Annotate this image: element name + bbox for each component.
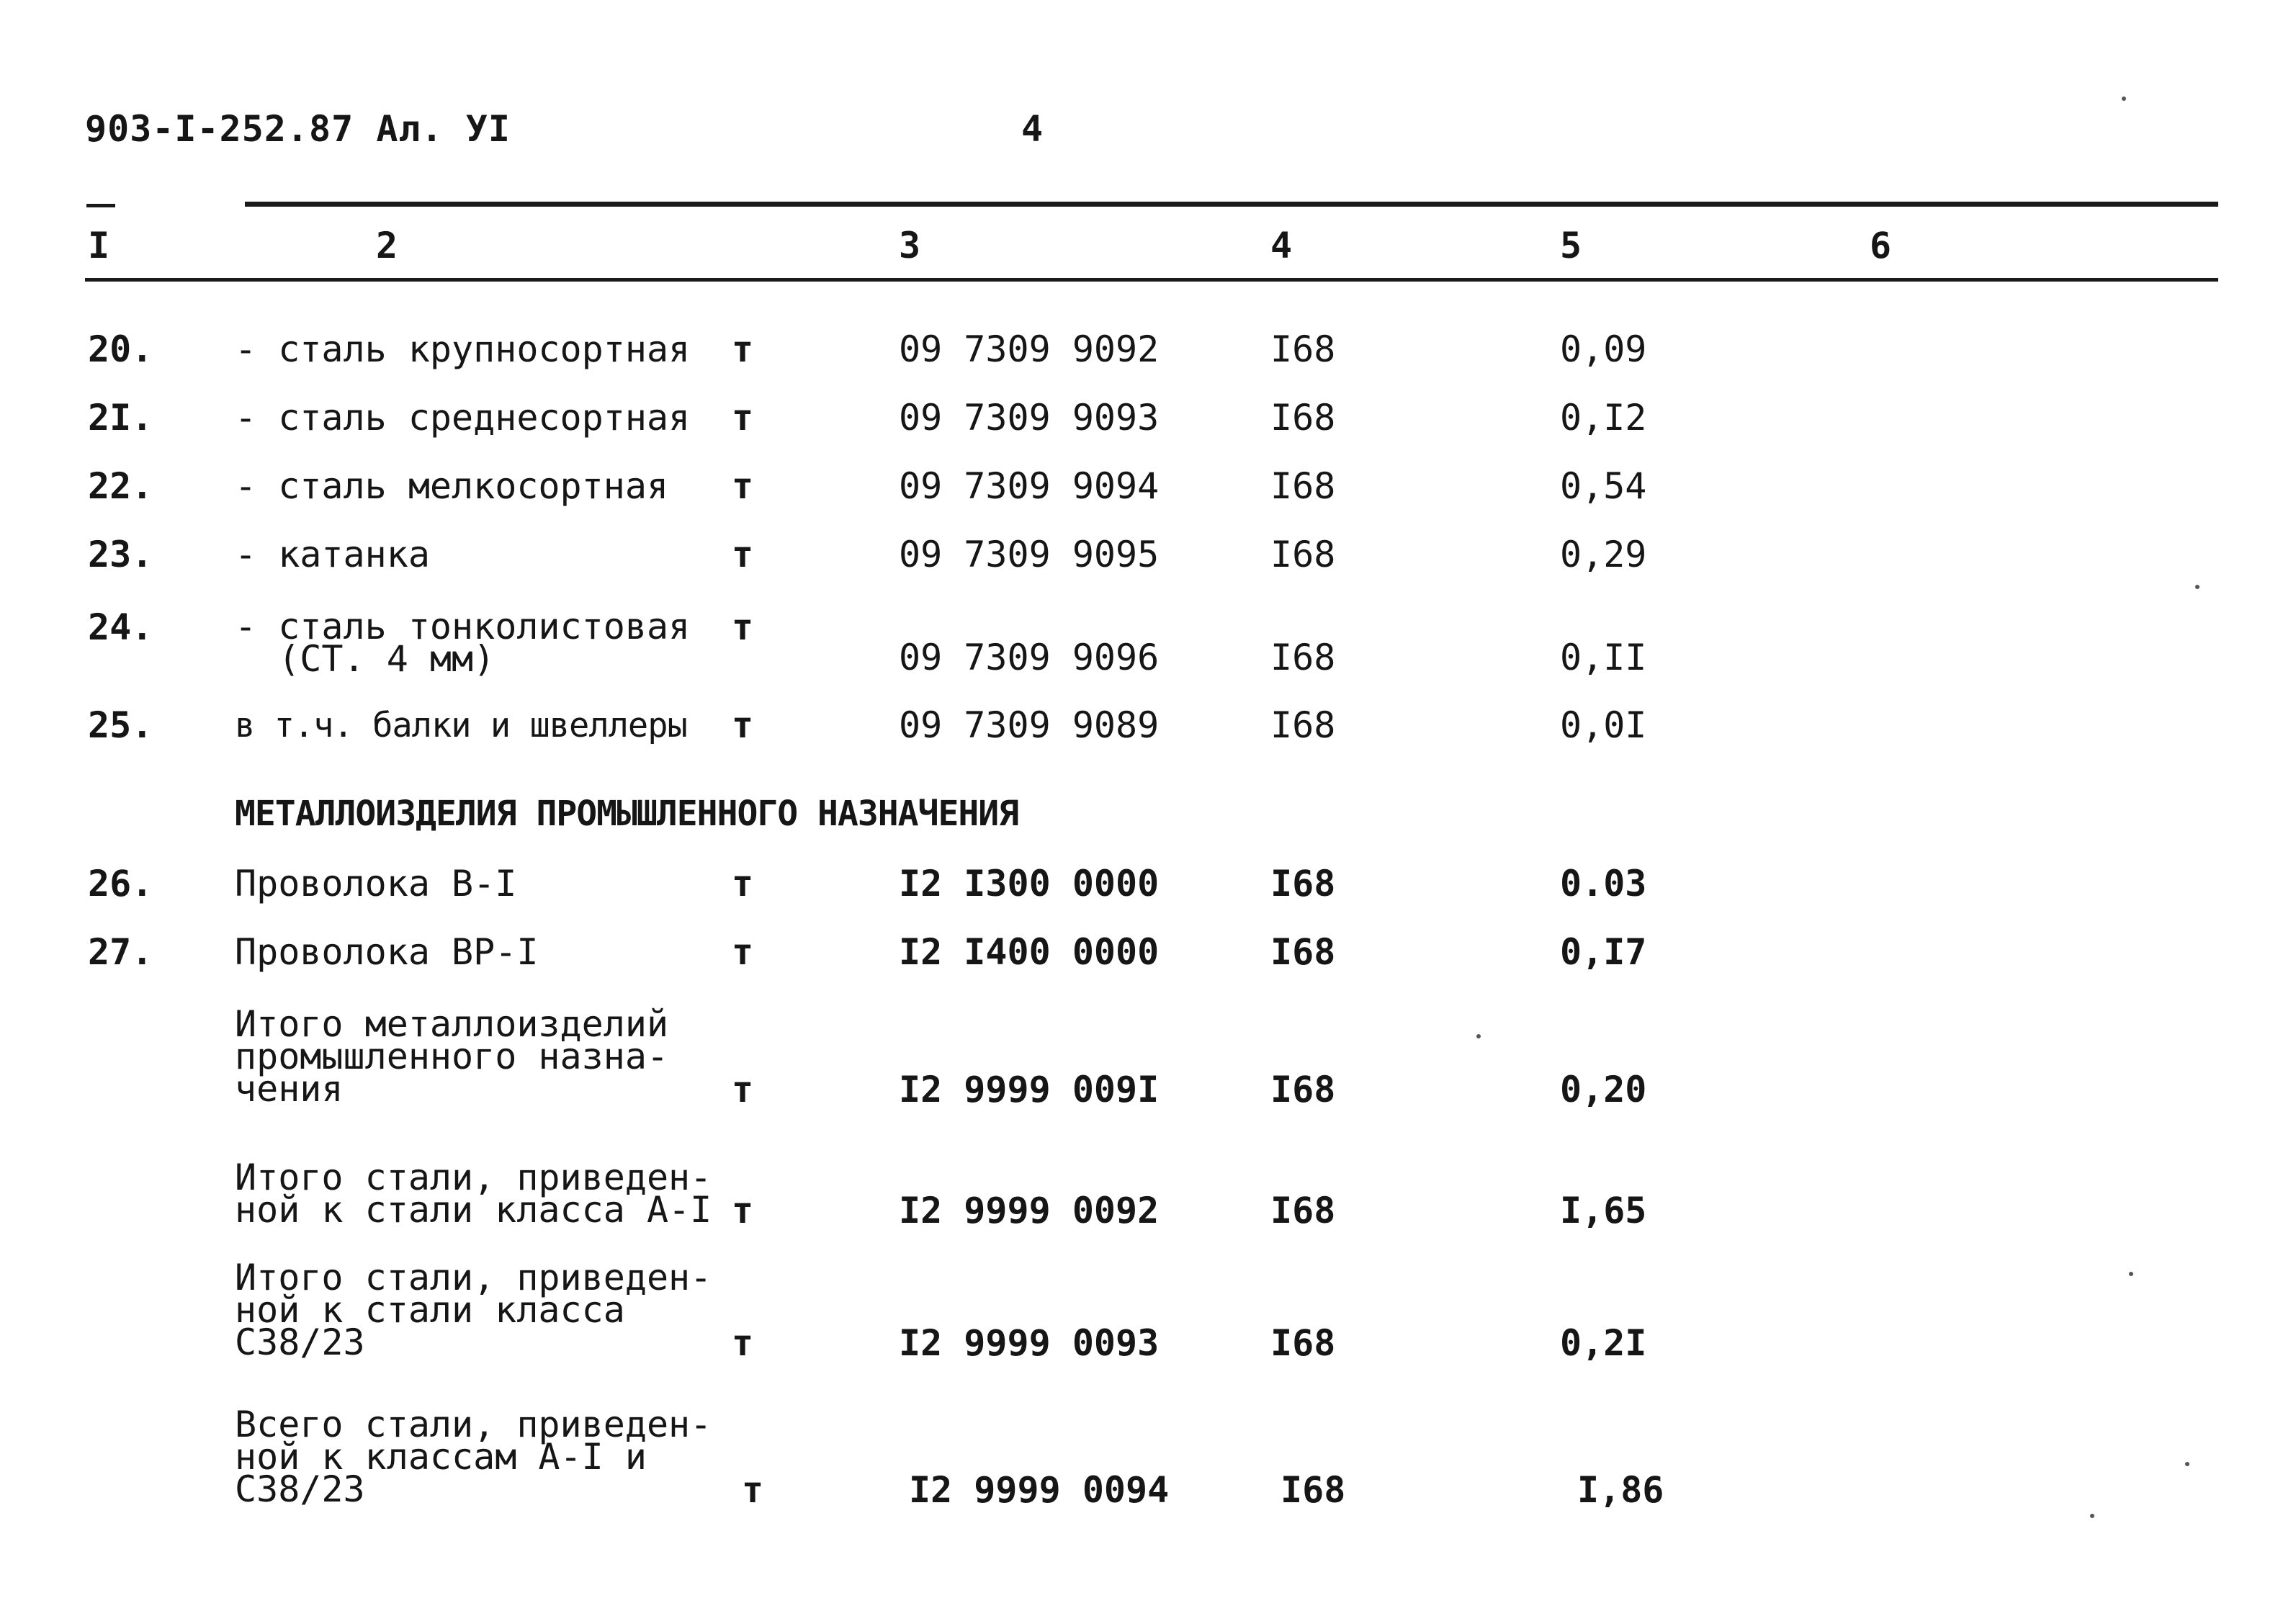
- row-code: I2 I400 0000: [899, 931, 1160, 973]
- scan-speck: [2129, 1272, 2133, 1276]
- scan-speck: [2122, 96, 2126, 101]
- row-col4: I68: [1270, 931, 1336, 973]
- total-code: I2 9999 0093: [899, 1322, 1160, 1364]
- row-col4: I68: [1270, 863, 1336, 904]
- row-number: 25.: [88, 704, 153, 746]
- row-name: - сталь мелкосортная: [235, 465, 669, 507]
- row-value: 0,I2: [1560, 397, 1647, 439]
- row-col4: I68: [1270, 704, 1336, 746]
- row-col4: I68: [1270, 328, 1336, 370]
- total-unit: т: [742, 1469, 764, 1511]
- row-unit: т: [732, 704, 754, 746]
- row-code: 09 7309 9092: [899, 328, 1160, 370]
- row-unit: т: [732, 863, 754, 904]
- row-number: 20.: [88, 328, 153, 370]
- row-unit: т: [732, 328, 754, 370]
- row-unit: т: [732, 606, 754, 648]
- scan-speck: [2195, 585, 2199, 589]
- row-code: 09 7309 9093: [899, 397, 1160, 439]
- total-col4: I68: [1281, 1469, 1346, 1511]
- row-number: 2I.: [88, 397, 153, 439]
- row-number: 27.: [88, 931, 153, 973]
- column-header-4: 4: [1270, 225, 1293, 266]
- row-number: 23.: [88, 534, 153, 575]
- row-value: 0,09: [1560, 328, 1647, 370]
- row-name: Проволока В-I: [235, 863, 517, 904]
- total-unit: т: [732, 1322, 754, 1364]
- row-number: 22.: [88, 465, 153, 507]
- document-code: 903-I-252.87 Ал. УI: [85, 108, 511, 150]
- row-col4: I68: [1270, 397, 1336, 439]
- row-col4: I68: [1270, 534, 1336, 575]
- column-header-5: 5: [1560, 225, 1582, 266]
- row-unit: т: [732, 534, 754, 575]
- row-value: 0,II: [1560, 637, 1647, 678]
- row-name: - сталь среднесортная: [235, 397, 691, 439]
- row-code: 09 7309 9089: [899, 704, 1160, 746]
- row-value: 0,I7: [1560, 931, 1647, 973]
- scan-speck: [2185, 1462, 2189, 1466]
- total-name: Итого металлоизделий промышленного назна- чения: [235, 1003, 669, 1110]
- scan-speck: [2090, 1514, 2094, 1518]
- row-name: Проволока ВР-I: [235, 931, 539, 973]
- header-dash: [86, 204, 115, 207]
- total-name: Итого стали, приведен- ной к стали класса А-I: [235, 1157, 712, 1231]
- column-header-6: 6: [1870, 225, 1892, 266]
- column-header-2: 2: [376, 225, 398, 266]
- total-col4: I68: [1270, 1190, 1336, 1231]
- total-value: I,86: [1577, 1469, 1664, 1511]
- row-name: - сталь крупносортная: [235, 328, 691, 370]
- row-col4: I68: [1270, 465, 1336, 507]
- column-header-3: 3: [899, 225, 921, 266]
- total-code: I2 9999 0094: [909, 1469, 1170, 1511]
- row-value: 0,29: [1560, 534, 1647, 575]
- total-code: I2 9999 009I: [899, 1069, 1160, 1110]
- row-code: 09 7309 9096: [899, 637, 1160, 678]
- section-heading: МЕТАЛЛОИЗДЕЛИЯ ПРОМЫШЛЕННОГО НАЗНАЧЕНИЯ: [235, 794, 1019, 834]
- page-number: 4: [1021, 108, 1044, 150]
- row-name: в т.ч. балки и швеллеры: [235, 706, 687, 745]
- row-value: 0,0I: [1560, 704, 1647, 746]
- total-name: Всего стали, приведен- ной к классам А-I и С38/23: [235, 1404, 712, 1510]
- row-value: 0,54: [1560, 465, 1647, 507]
- row-value: 0.03: [1560, 863, 1647, 904]
- row-number: 24.: [88, 606, 153, 648]
- total-value: 0,20: [1560, 1069, 1647, 1110]
- row-name: - катанка: [235, 534, 430, 575]
- row-code: I2 I300 0000: [899, 863, 1160, 904]
- total-unit: т: [732, 1190, 754, 1231]
- row-number: 26.: [88, 863, 153, 904]
- table-top-rule: [245, 202, 2218, 207]
- scan-speck: [1476, 1034, 1481, 1038]
- row-name: - сталь тонколистовая (СТ. 4 мм): [235, 606, 691, 680]
- total-value: 0,2I: [1560, 1322, 1647, 1364]
- total-name: Итого стали, приведен- ной к стали класса С38/23: [235, 1257, 712, 1363]
- table-header-rule: [85, 278, 2218, 282]
- row-col4: I68: [1270, 637, 1336, 678]
- total-value: I,65: [1560, 1190, 1647, 1231]
- row-unit: т: [732, 931, 754, 973]
- row-code: 09 7309 9094: [899, 465, 1160, 507]
- total-col4: I68: [1270, 1322, 1336, 1364]
- row-unit: т: [732, 465, 754, 507]
- total-unit: т: [732, 1069, 754, 1110]
- row-unit: т: [732, 397, 754, 439]
- column-header-1: I: [88, 225, 110, 266]
- row-code: 09 7309 9095: [899, 534, 1160, 575]
- total-col4: I68: [1270, 1069, 1336, 1110]
- total-code: I2 9999 0092: [899, 1190, 1160, 1231]
